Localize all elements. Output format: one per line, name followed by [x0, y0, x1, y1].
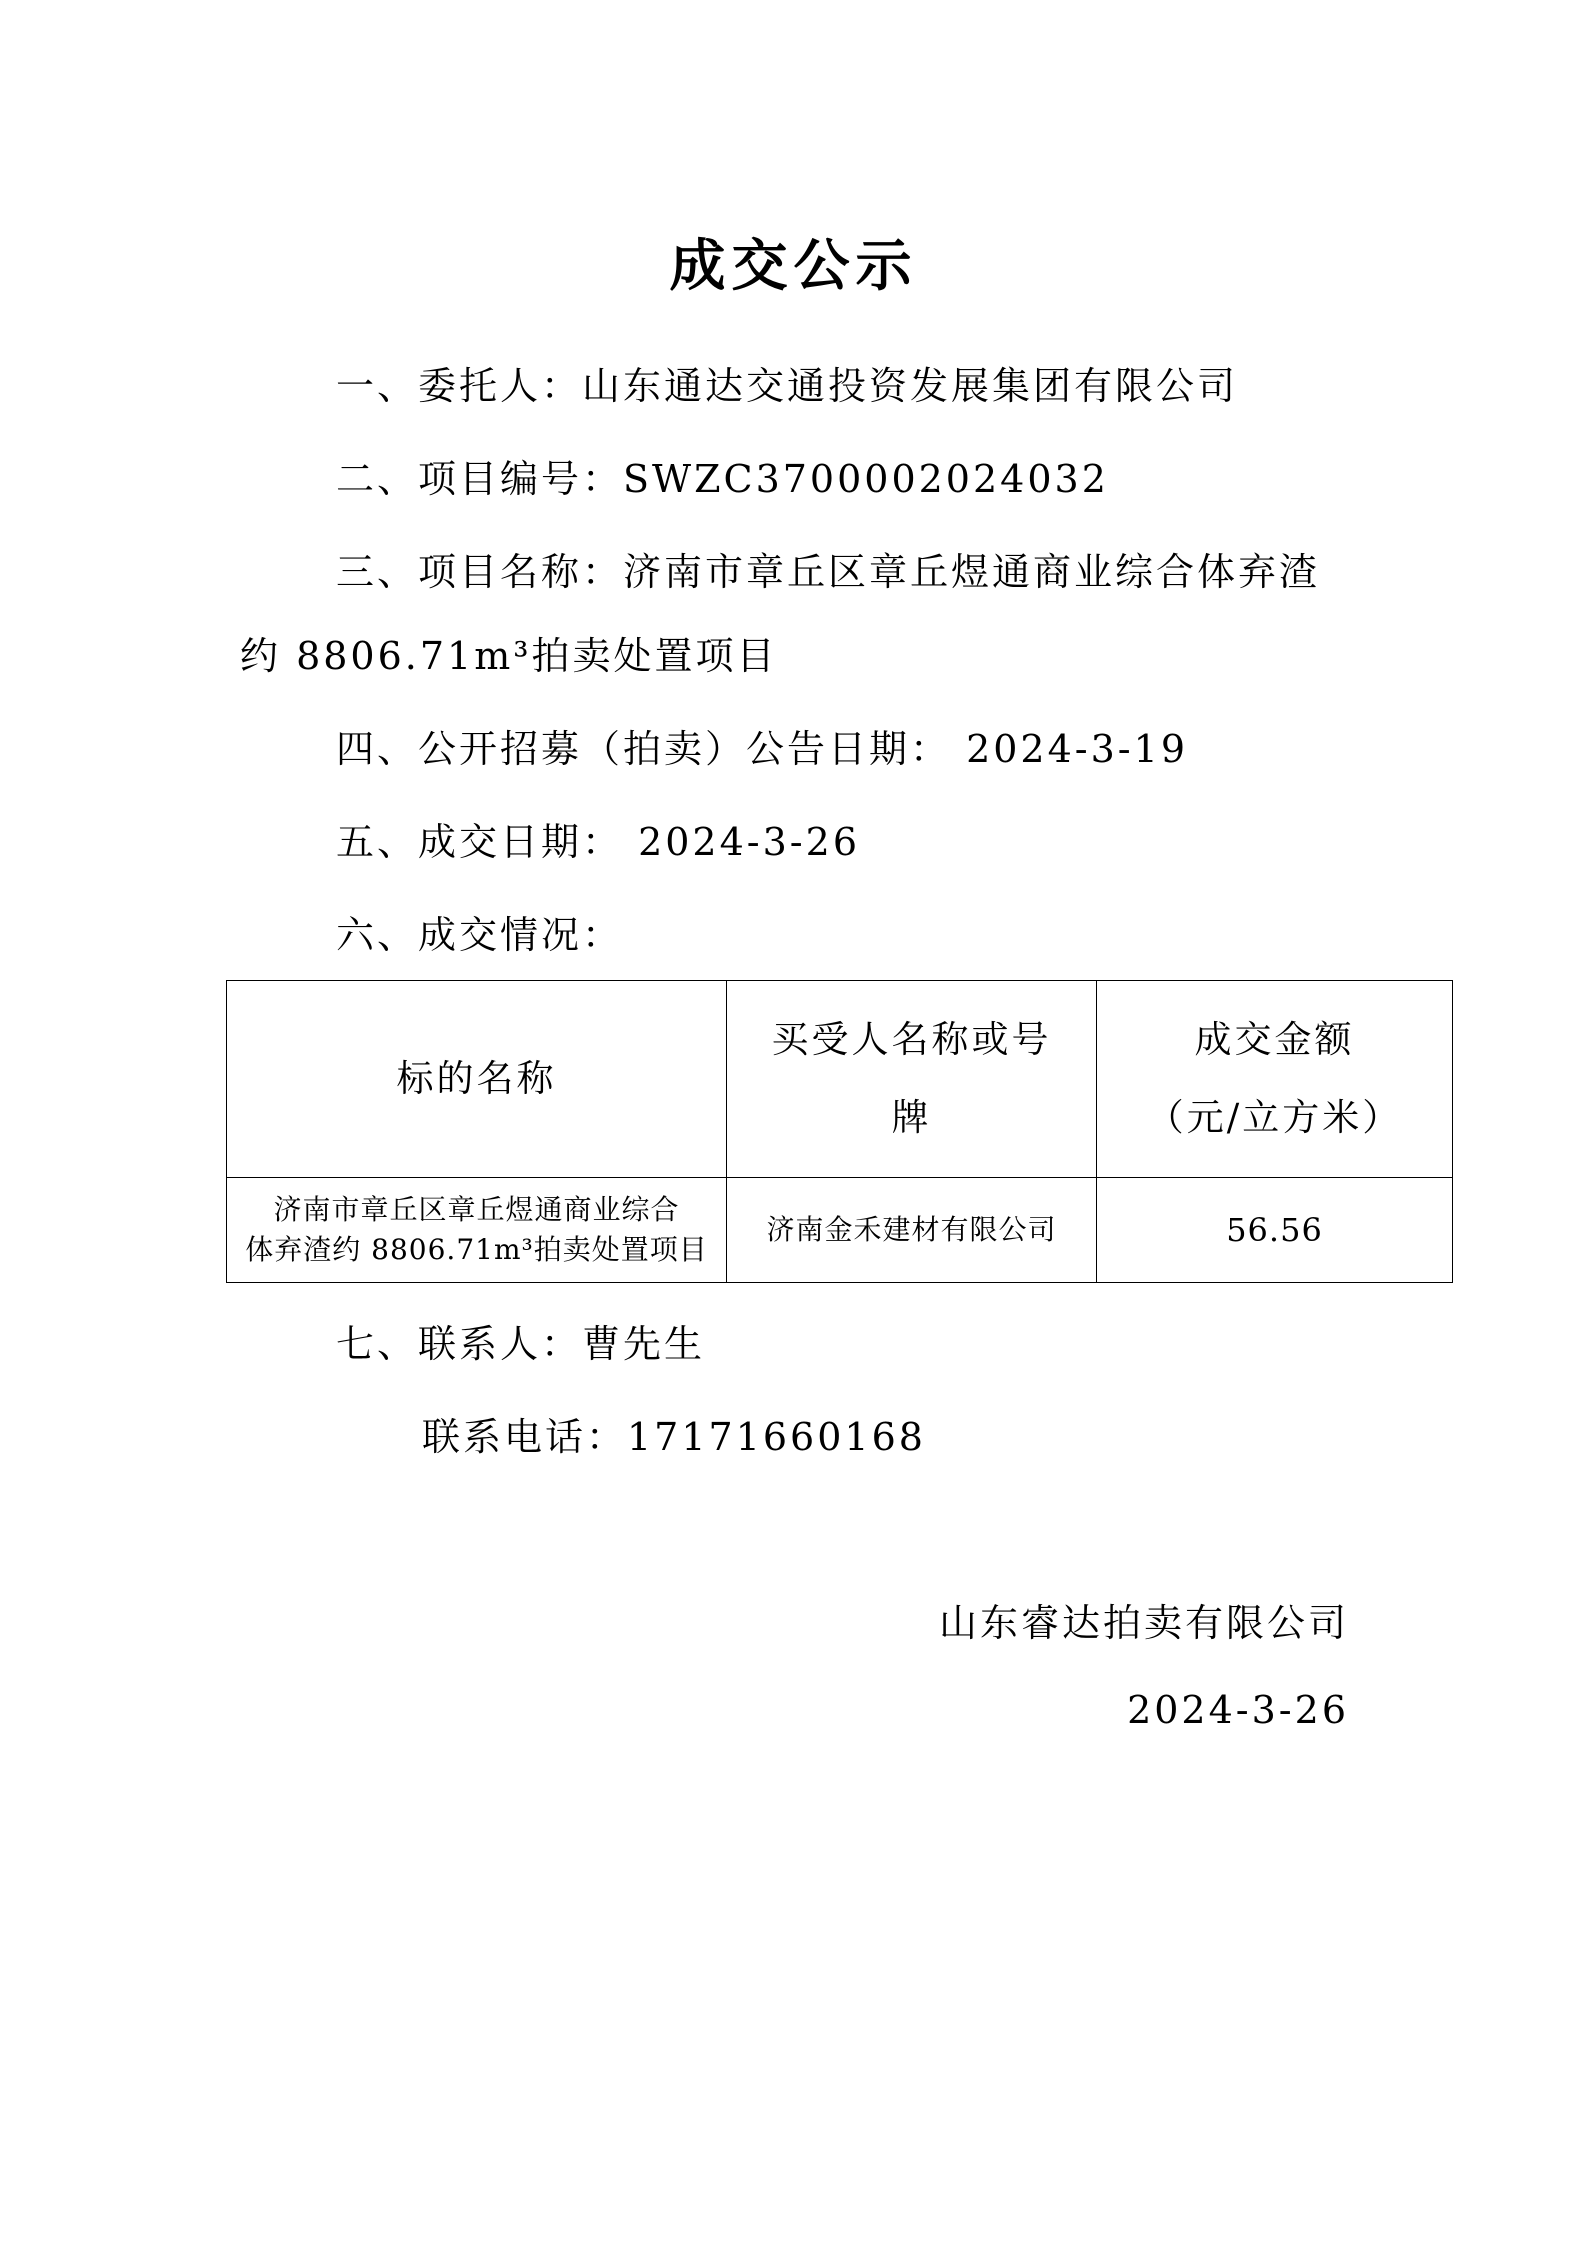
- header-amount: [1097, 981, 1453, 1178]
- table-row: [227, 1178, 1453, 1283]
- project-name-line-1: 三、项目名称：济南市章丘区章丘煜通商业综合体弃渣: [336, 550, 1321, 594]
- contact-phone-line: 联系电话：17171660168: [422, 1415, 926, 1459]
- cell-amount: 56.56: [1097, 1178, 1453, 1283]
- deal-table: [226, 980, 1453, 1283]
- table-header-row: [227, 981, 1453, 1178]
- deal-status-line: 六、成交情况：: [336, 913, 624, 957]
- signature-date: 2024-3-26: [1127, 1688, 1349, 1732]
- cell-subject-line-2: 体弃渣约 8806.71m³拍卖处置项目: [245, 1233, 708, 1266]
- header-amount-line-2: （元/立方米）: [1146, 1096, 1403, 1139]
- cell-subject: [227, 1178, 727, 1283]
- deal-date-line: 五、成交日期： 2024-3-26: [336, 820, 860, 864]
- cell-buyer: 济南金禾建材有限公司: [727, 1178, 1097, 1283]
- header-buyer: [727, 981, 1097, 1178]
- page-title: 成交公示: [669, 234, 918, 299]
- header-amount-line-1: 成交金额: [1194, 1018, 1355, 1061]
- announcement-date-line: 四、公开招募（拍卖）公告日期： 2024-3-19: [336, 727, 1188, 771]
- project-number-line: 二、项目编号：SWZC3700002024032: [336, 457, 1109, 501]
- client-line: 一、委托人：山东通达交通投资发展集团有限公司: [336, 364, 1239, 408]
- header-subject-label: 标的名称: [396, 1057, 557, 1100]
- cell-subject-line-1: 济南市章丘区章丘煜通商业综合: [273, 1193, 680, 1226]
- header-buyer-line-2: 牌: [891, 1096, 932, 1139]
- contact-person-line: 七、联系人：曹先生: [336, 1322, 706, 1366]
- header-subject: [227, 981, 727, 1178]
- signature-company: 山东睿达拍卖有限公司: [938, 1601, 1349, 1645]
- header-buyer-line-1: 买受人名称或号: [771, 1018, 1052, 1061]
- project-name-line-2: 约 8806.71m³拍卖处置项目: [240, 634, 778, 678]
